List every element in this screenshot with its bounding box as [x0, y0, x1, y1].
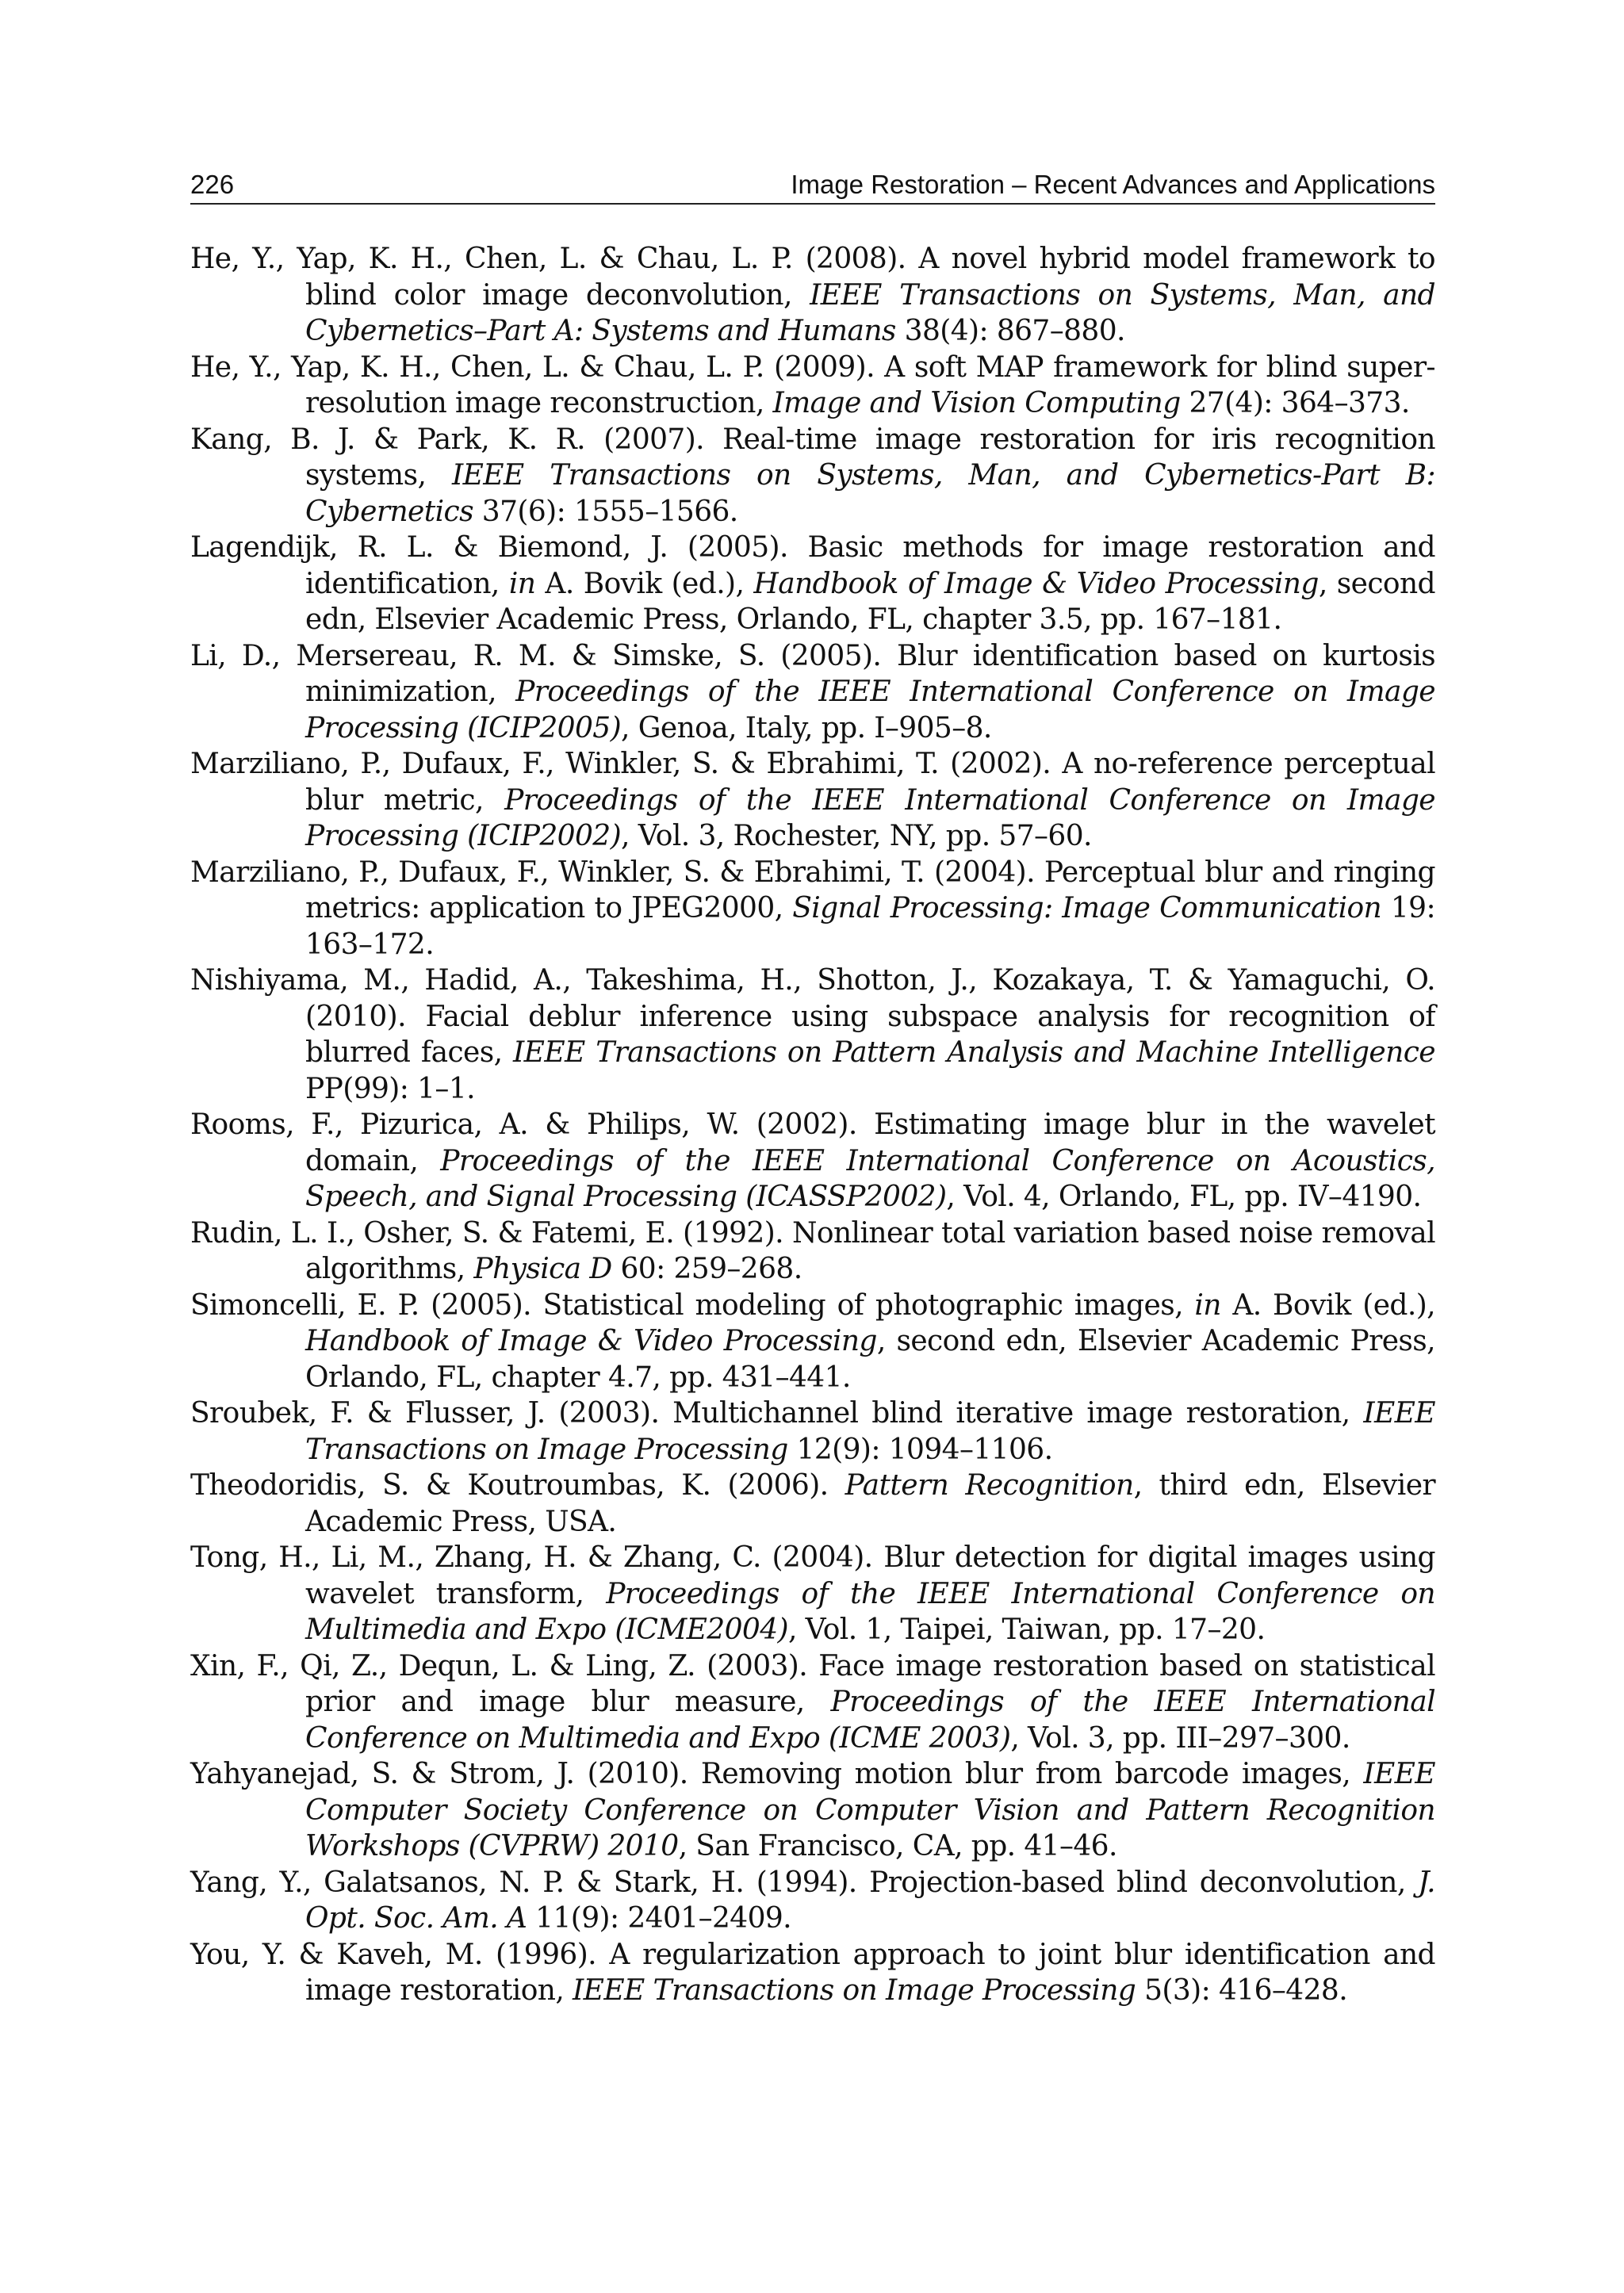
reference-italic-text: Proceedings of the IEEE International Conference on Multimedia and Expo (ICME2004): [305, 1577, 1435, 1646]
reference-text: , second edn, Elsevier Academic Press, Orlando, FL, chapter 4.7, pp. 431–441.: [305, 1325, 1435, 1394]
reference-entry: [190, 241, 1435, 350]
running-title: Image Restoration – Recent Advances and Applications: [791, 170, 1435, 199]
reference-text: 37(6): 1555–1566.: [473, 495, 738, 528]
reference-italic-text: IEEE Transactions on Pattern Analysis and Machine Intelligence: [513, 1036, 1435, 1069]
reference-entry: [190, 1468, 1435, 1540]
reference-text: , Vol. 3, pp. III–297–300.: [1010, 1721, 1350, 1755]
reference-text: 60: 259–268.: [611, 1253, 802, 1285]
reference-entry: [190, 1107, 1435, 1215]
reference-entry: [190, 855, 1435, 963]
reference-text: He, Y., Yap, K. H., Chen, L. & Chau, L. P. (2009). A soft MAP framework for blind super-resolution image reconstruction,: [190, 350, 1435, 419]
reference-text: Kang, B. J. & Park, K. R. (2007). Real-time image restoration for iris recognition systems,: [190, 423, 1435, 492]
reference-text: Tong, H., Li, M., Zhang, H. & Zhang, C. (2004). Blur detection for digital images using wavelet transform,: [190, 1541, 1435, 1610]
reference-text: Theodoridis, S. & Koutroumbas, K. (2006).: [190, 1469, 845, 1502]
reference-italic-text: IEEE Transactions on Image Processing: [305, 1397, 1435, 1466]
reference-text: , Vol. 4, Orlando, FL, pp. IV–4190.: [946, 1181, 1422, 1213]
reference-text: , Genoa, Italy, pp. I–905–8.: [621, 711, 992, 745]
reference-entry: [190, 1288, 1435, 1396]
reference-italic-text: IEEE Transactions on Systems, Man, and Cybernetics–Part A: Systems and Humans: [305, 278, 1435, 347]
reference-text: , Vol. 3, Rochester, NY, pp. 57–60.: [621, 820, 1092, 852]
reference-text: You, Y. & Kaveh, M. (1996). A regularization approach to joint blur identification and image restoration,: [190, 1938, 1435, 2007]
reference-text: A. Bovik (ed.),: [535, 567, 754, 600]
reference-italic-text: Proceedings of the IEEE International Conference on Acoustics, Speech, and Signal Processing (ICASSP2002): [305, 1144, 1435, 1213]
reference-entry: [190, 530, 1435, 638]
reference-italic-text: IEEE Computer Society Conference on Computer Vision and Pattern Recognition Workshops (CVPRW) 2010: [305, 1758, 1435, 1862]
reference-text: PP(99): 1–1.: [305, 1072, 475, 1105]
reference-text: , second edn, Elsevier Academic Press, Orlando, FL, chapter 3.5, pp. 167–181.: [305, 567, 1436, 636]
reference-entry: [190, 1540, 1435, 1648]
reference-text: A. Bovik (ed.),: [1220, 1288, 1435, 1322]
reference-text: , third edn, Elsevier Academic Press, USA.: [305, 1469, 1436, 1538]
reference-italic-text: Pattern Recognition: [845, 1469, 1134, 1502]
reference-italic-text: Handbook of Image & Video Processing: [753, 567, 1319, 600]
reference-italic-text: Proceedings of the IEEE International Conference on Multimedia and Expo (ICME 2003): [305, 1686, 1435, 1755]
reference-italic-text: Proceedings of the IEEE International Conference on Image Processing (ICIP2005): [305, 676, 1436, 745]
reference-text: , Vol. 1, Taipei, Taiwan, pp. 17–20.: [787, 1614, 1266, 1646]
reference-text: Lagendijk, R. L. & Biemond, J. (2005). Basic methods for image restoration and identification,: [190, 531, 1435, 600]
reference-text: Nishiyama, M., Hadid, A., Takeshima, H., Shotton, J., Kozakaya, T. & Yamaguchi, O. (2010). Facial deblur inference using subspace analysis for recognition of blurred faces,: [190, 964, 1435, 1069]
reference-text: Marziliano, P., Dufaux, F., Winkler, S. & Ebrahimi, T. (2004). Perceptual blur and ringing metrics: application to JPEG2000,: [190, 856, 1435, 924]
reference-entry: [190, 746, 1435, 855]
reference-entry: [190, 1648, 1435, 1757]
reference-text: 19: 163–172.: [305, 892, 1435, 961]
reference-entry: [190, 1756, 1435, 1865]
reference-entry: [190, 963, 1435, 1107]
reference-text: 11(9): 2401–2409.: [527, 1902, 792, 1935]
reference-italic-text: in: [1194, 1288, 1221, 1322]
reference-text: , San Francisco, CA, pp. 41–46.: [678, 1830, 1117, 1862]
reference-entry: [190, 422, 1435, 530]
reference-entry: [190, 1937, 1435, 2009]
reference-text: He, Y., Yap, K. H., Chen, L. & Chau, L. P. (2008). A novel hybrid model framework to blind color image deconvolution,: [190, 243, 1435, 312]
reference-text: 38(4): 867–880.: [895, 315, 1125, 347]
reference-text: Rooms, F., Pizurica, A. & Philips, W. (2002). Estimating image blur in the wavelet domain,: [190, 1108, 1435, 1177]
reference-text: Rudin, L. I., Osher, S. & Fatemi, E. (1992). Nonlinear total variation based noise removal algorithms,: [190, 1216, 1435, 1285]
reference-entry: [190, 1215, 1435, 1288]
reference-text: Simoncelli, E. P. (2005). Statistical modeling of photographic images,: [190, 1288, 1195, 1322]
reference-text: Xin, F., Qi, Z., Dequn, L. & Ling, Z. (2003). Face image restoration based on statistical prior and image blur measure,: [190, 1649, 1435, 1718]
reference-text: 5(3): 416–428.: [1136, 1974, 1348, 2007]
reference-entry: [190, 638, 1435, 747]
reference-entry: [190, 1395, 1435, 1468]
reference-text: Yahyanejad, S. & Strom, J. (2010). Removing motion blur from barcode images,: [190, 1758, 1364, 1790]
reference-entry: [190, 1865, 1435, 1937]
reference-italic-text: IEEE Transactions on Systems, Man, and Cybernetics-Part B: Cybernetics: [305, 459, 1435, 528]
reference-text: Sroubek, F. & Flusser, J. (2003). Multichannel blind iterative image restoration,: [190, 1397, 1364, 1430]
reference-text: Marziliano, P., Dufaux, F., Winkler, S. & Ebrahimi, T. (2002). A no-reference perceptual blur metric,: [190, 748, 1435, 817]
reference-italic-text: in: [508, 567, 536, 600]
reference-text: 27(4): 364–373.: [1180, 387, 1410, 419]
reference-list: [190, 241, 1435, 2009]
reference-italic-text: Proceedings of the IEEE International Conference on Image Processing (ICIP2002): [305, 783, 1435, 852]
reference-text: Yang, Y., Galatsanos, N. P. & Stark, H. (1994). Projection-based blind deconvolution,: [190, 1866, 1419, 1899]
reference-italic-text: Image and Vision Computing: [772, 387, 1181, 419]
reference-italic-text: Physica D: [473, 1253, 612, 1285]
running-header: [190, 165, 1435, 205]
page-number: 226: [190, 170, 235, 199]
reference-italic-text: J. Opt. Soc. Am. A: [305, 1866, 1435, 1935]
reference-italic-text: IEEE Transactions on Image Processing: [573, 1974, 1136, 2007]
reference-entry: [190, 350, 1435, 422]
reference-italic-text: Handbook of Image & Video Processing: [305, 1325, 877, 1357]
reference-text: 12(9): 1094–1106.: [787, 1433, 1053, 1466]
reference-text: Li, D., Mersereau, R. M. & Simske, S. (2005). Blur identification based on kurtosis minimization,: [190, 639, 1435, 708]
reference-italic-text: Signal Processing: Image Communication: [792, 892, 1382, 924]
